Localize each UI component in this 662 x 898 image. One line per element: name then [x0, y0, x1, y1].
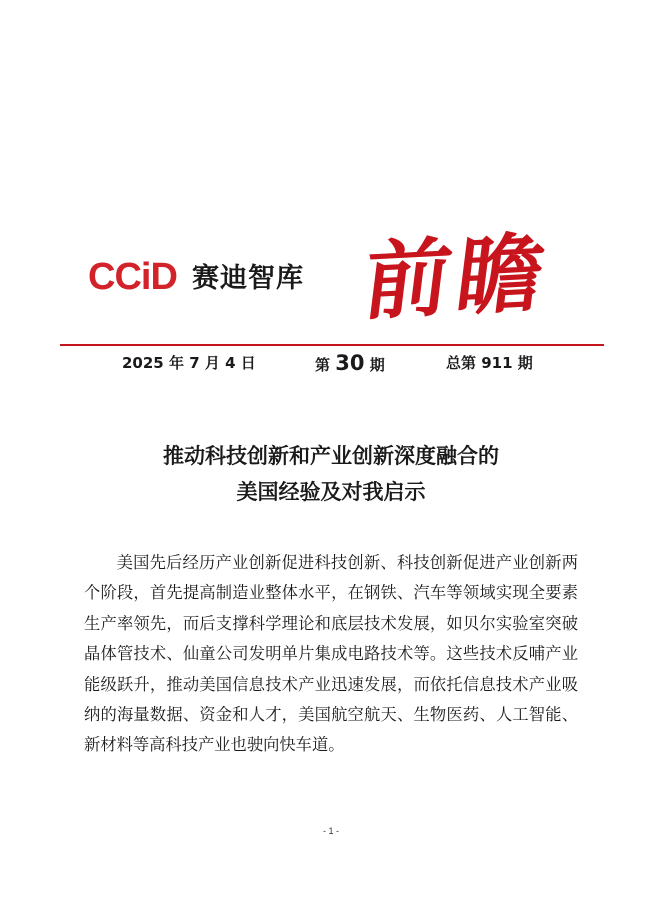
issue-number-prefix: 第	[315, 356, 331, 374]
issue-number-value: 30	[335, 351, 365, 375]
page-number: - 1 -	[322, 826, 339, 836]
issue-total: 总第 911 期	[446, 354, 533, 372]
ccid-logo: CCiD	[88, 256, 177, 298]
article-title-line-1: 推动科技创新和产业创新深度融合的	[163, 444, 499, 468]
issue-number-suffix: 期	[369, 356, 385, 374]
issue-number	[315, 351, 385, 375]
article-title-line-2: 美国经验及对我启示	[236, 480, 426, 504]
brand-name: 赛迪智库	[192, 263, 304, 294]
masthead-calligraphy: 前瞻	[358, 222, 557, 333]
masthead-divider	[60, 344, 604, 346]
issue-date: 2025 年 7 月 4 日	[122, 354, 256, 372]
masthead	[0, 210, 662, 350]
article-paragraph: 美国先后经历产业创新促进科技创新、科技创新促进产业创新两个阶段，首先提高制造业整体水平，在钢铁、汽车等领域实现全要素生产率领先，而后支撑科学理论和底层技术发展，如贝尔实验室突破晶体管技术、仙童公司发明单片集成电路技术等。这些技术反哺产业能级跃升，推动美国信息技术产业迅速发展，而依托信息技术产业吸纳的海量数据、资金和人才，美国航空航天、生物医药、人工智能、新材料等高科技产业也驶向快车道。	[84, 553, 578, 755]
